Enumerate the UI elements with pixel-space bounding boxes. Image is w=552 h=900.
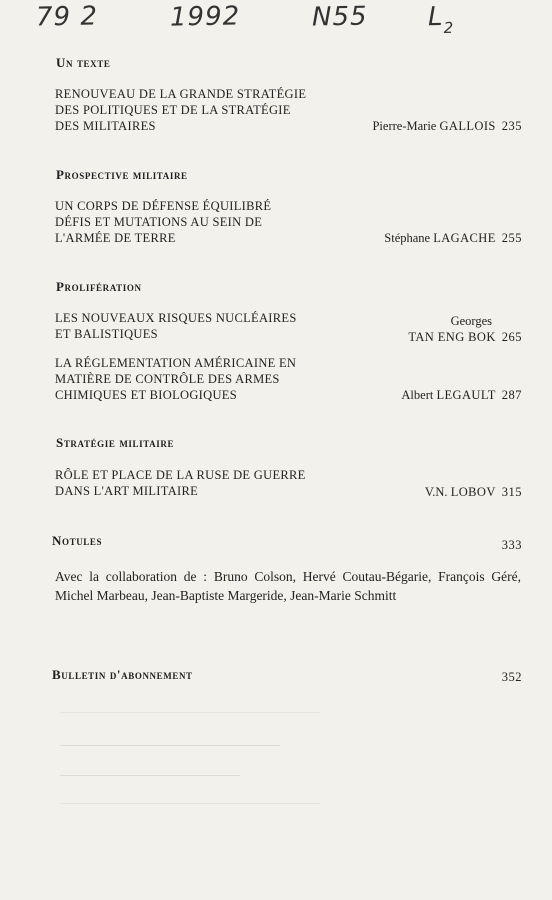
article-title: RÔLE ET PLACE DE LA RUSE DE GUERRE DANS L'ART MILITAIRE xyxy=(55,468,306,498)
article-title: LA RÉGLEMENTATION AMÉRICAINE EN MATIÈRE DE CONTRÔLE DES ARMES CHIMIQUES ET BIOLOGIQUES xyxy=(55,356,297,402)
page-number: 352 xyxy=(501,670,522,684)
page-number: 287 xyxy=(501,388,522,402)
bleed-through-decoration xyxy=(60,712,320,804)
page-number: 235 xyxy=(501,119,522,133)
handwritten-number: 79 2 xyxy=(35,1,99,33)
collaborators-paragraph: Avec la collaboration de : Bruno Colson, Hervé Coutau-Bégarie, François Géré, Michel Marbeau, Jean-Baptiste Margeride, Jean-Marie Schmitt xyxy=(55,569,521,603)
article-title: UN CORPS DE DÉFENSE ÉQUILIBRÉ DÉFIS ET MUTATIONS AU SEIN DE L'ARMÉE DE TERRE xyxy=(55,199,272,245)
section-heading-strategie-militaire: Stratégie militaire xyxy=(56,435,175,450)
page-number: 265 xyxy=(501,330,522,344)
bleed-through-decoration xyxy=(60,745,280,746)
page-number: 333 xyxy=(501,538,522,552)
article-author: V.N. LOBOV 315 xyxy=(424,485,522,499)
section-heading-notules: Notules xyxy=(52,533,103,548)
page-number: 255 xyxy=(501,231,522,245)
bleed-through-decoration xyxy=(60,775,240,776)
article-title: RENOUVEAU DE LA GRANDE STRATÉGIE DES POLITIQUES ET DE LA STRATÉGIE DES MILITAIRES xyxy=(55,87,307,133)
handwritten-code: $L_2$ xyxy=(427,1,455,37)
article-title: LES NOUVEAUX RISQUES NUCLÉAIRES ET BALISTIQUES xyxy=(55,311,297,341)
article-author: Stéphane LAGACHE 255 xyxy=(384,231,522,245)
section-heading-proliferation: Prolifération xyxy=(56,279,142,294)
article-author: Albert LEGAULT 287 xyxy=(401,388,522,402)
section-heading-bulletin: Bulletin d'abonnement xyxy=(52,667,193,682)
handwritten-issue: N55 xyxy=(311,1,368,33)
page-number: 315 xyxy=(501,485,522,499)
section-heading-prospective-militaire: Prospective militaire xyxy=(56,167,188,182)
section-heading-un-texte: Un texte xyxy=(56,55,111,70)
article-author: Pierre-Marie GALLOIS 235 xyxy=(372,119,522,133)
handwritten-year: 1992 xyxy=(169,1,241,33)
article-author: Georges TAN ENG BOK 265 xyxy=(408,314,522,344)
